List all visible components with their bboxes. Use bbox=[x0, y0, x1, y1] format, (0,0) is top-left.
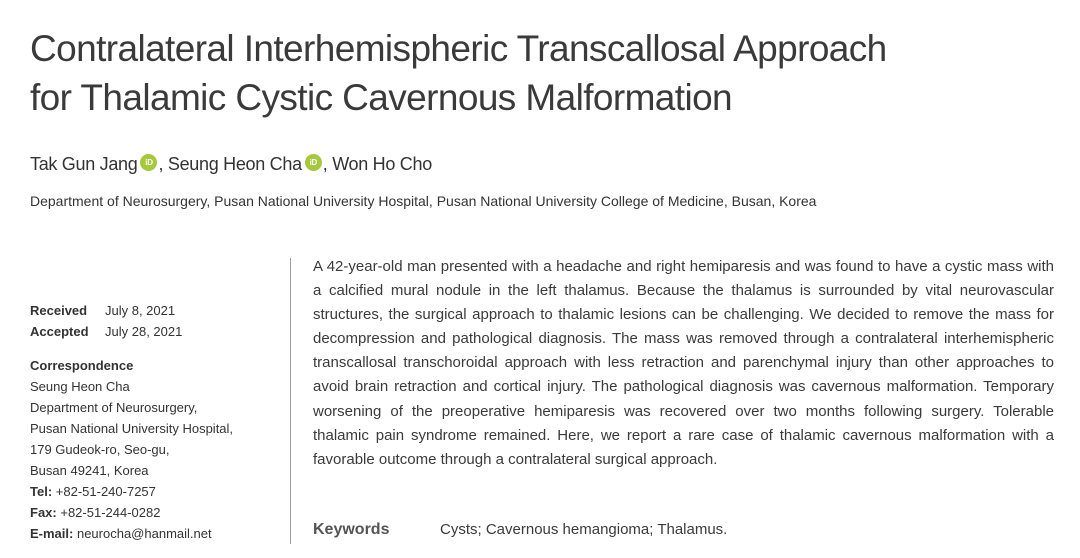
accepted-label: Accepted bbox=[30, 324, 89, 339]
fax-label: Fax: bbox=[30, 505, 57, 520]
article-title-line-2: for Thalamic Cystic Cavernous Malformation bbox=[30, 77, 733, 118]
tel-value: +82-51-240-7257 bbox=[55, 484, 156, 499]
article-title-line-1: Contralateral Interhemispheric Transcallosal Approach bbox=[30, 28, 887, 69]
article-info-sidebar bbox=[30, 300, 280, 544]
keywords-label: Keywords bbox=[313, 521, 390, 538]
accepted-date bbox=[30, 321, 280, 342]
correspondence-fax bbox=[30, 502, 280, 523]
received-value: July 8, 2021 bbox=[105, 303, 176, 318]
column-divider bbox=[290, 258, 291, 544]
correspondence-tel bbox=[30, 481, 280, 502]
keywords-section bbox=[313, 521, 727, 539]
fax-value: +82-51-244-0282 bbox=[60, 505, 161, 520]
orcid-icon[interactable]: iD bbox=[140, 154, 157, 171]
accepted-value: July 28, 2021 bbox=[105, 324, 183, 339]
abstract-text: A 42-year-old man presented with a headache and right hemiparesis and was found to have a cystic mass with a calcified mural nodule in the left thalamus. Because the thalamus is surrounded by vital neurovascular structures, the surgical approach to thalamic lesions can be challenging. We decided to remove the mass for decompression and pathological diagnosis. The mass was removed through a contralateral interhemispheric transcallosal transchoroidal approach with less retraction and parenchymal injury than other approaches to avoid brain retraction and cortical injury. The pathological diagnosis was cavernous malformation. Temporary worsening of the preoperative hemiparesis was recovered over two months following surgery. Tolerable thalamic pain syndrome remained. Here, we report a rare case of thalamic cavernous malformation with a favorable outcome through a contralateral surgical approach. bbox=[313, 258, 1054, 468]
correspondence-address-line: Pusan National University Hospital, bbox=[30, 421, 234, 436]
correspondence-address-line: Department of Neurosurgery, bbox=[30, 400, 198, 415]
author-list bbox=[30, 154, 432, 175]
author-name[interactable]: Tak Gun Jang bbox=[30, 154, 138, 174]
author-separator: , bbox=[322, 154, 333, 174]
tel-label: Tel: bbox=[30, 484, 53, 499]
email-label: E-mail: bbox=[30, 526, 74, 541]
correspondence-email bbox=[30, 523, 280, 544]
received-date bbox=[30, 300, 280, 321]
received-label: Received bbox=[30, 303, 88, 318]
author-affiliation: Department of Neurosurgery, Pusan National University Hospital, Pusan National University College of Medicine, Busan, Korea bbox=[30, 193, 817, 209]
correspondence-address-line: Busan 49241, Korea bbox=[30, 463, 149, 478]
keywords-value: Cysts; Cavernous hemangioma; Thalamus. bbox=[440, 521, 728, 538]
author-name[interactable]: Seung Heon Cha bbox=[167, 154, 302, 174]
author-name[interactable]: Won Ho Cho bbox=[332, 154, 432, 174]
author-separator: , bbox=[158, 154, 168, 174]
correspondence-address-line: 179 Gudeok-ro, Seo-gu, bbox=[30, 442, 170, 457]
orcid-icon[interactable]: iD bbox=[305, 154, 322, 171]
correspondence-address-line: Seung Heon Cha bbox=[30, 379, 130, 394]
correspondence-heading: Correspondence bbox=[30, 358, 134, 373]
article-title bbox=[30, 24, 1060, 122]
email-link[interactable]: neurocha@hanmail.net bbox=[76, 526, 212, 541]
